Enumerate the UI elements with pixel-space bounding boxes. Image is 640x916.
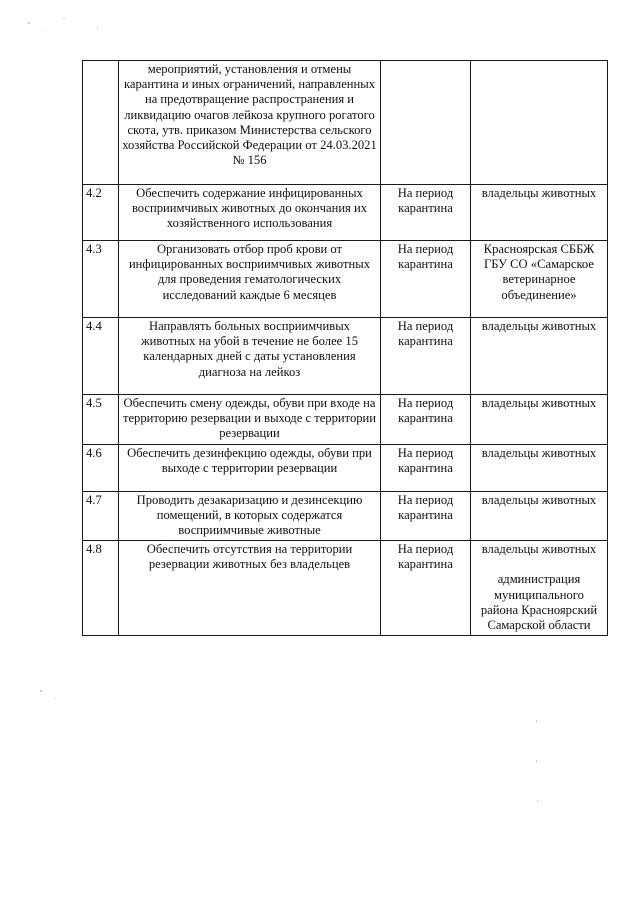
table-row [83,185,608,241]
row-number: 4.2 [83,185,119,241]
measure-text: Обеспечить дезинфекцию одежды, обуви при выходе с территории резервации [119,444,381,491]
table-row [83,444,608,491]
scan-speck [40,690,42,692]
responsible-line: владельцы животных [481,396,597,410]
term-text [381,61,471,185]
responsible-text [471,491,608,541]
responsible-text [471,395,608,445]
measure-text: Обеспечить смену одежды, обуви при входе на территорию резервации и выходе с территории резервации [119,395,381,445]
measure-text: мероприятий, установления и отмены карантина и иных ограничений, направленных на предотвращение распространения и ликвидацию очагов лейкоза крупного рогатого скота, утв. приказом Министерства сельского хозяйства Российской Федерации от 24.03.2021 № 156 [119,61,381,185]
row-number: 4.7 [83,491,119,541]
scan-speck [536,760,537,763]
measure-text: Организовать отбор проб крови от инфицированных восприимчивых животных для проведения гематологических исследований каждые 6 месяцев [119,241,381,318]
row-number: 4.8 [83,541,119,636]
responsible-text [471,185,608,241]
row-number [83,61,119,185]
scan-speck [44,30,45,31]
table-row [83,491,608,541]
term-text: На период карантина [381,241,471,318]
table-row [83,241,608,318]
term-text: На период карантина [381,318,471,395]
responsible-line: владельцы животных [481,319,597,333]
scan-speck [63,18,65,19]
measure-text: Обеспечить отсутствия на территории резервации животных без владельцев [119,541,381,636]
scan-speck [55,698,56,699]
measure-text: Проводить дезакаризацию и дезинсекцию помещений, в которых содержатся восприимчивые животные [119,491,381,541]
measures-table [82,60,608,636]
line-gap [474,557,604,572]
responsible-line: владельцы животных [481,492,597,507]
responsible-line: владельцы животных [481,186,597,200]
term-text: На период карантина [381,444,471,491]
table-row [83,61,608,185]
term-text: На период карантина [381,185,471,241]
term-text: На период карантина [381,541,471,636]
measure-text: Направлять больных восприимчивых животных на убой в течение не более 15 календарных дней с даты установления диагноза на лейкоз [119,318,381,395]
responsible-text [471,61,608,185]
responsible-text [471,318,608,395]
responsible-line: владельцы животных [481,542,597,557]
row-number: 4.4 [83,318,119,395]
responsible-text [471,241,608,318]
scan-speck [28,22,30,24]
responsible-line: Красноярская СББЖ ГБУ СО «Самарское ветеринарное объединение» [483,242,595,302]
responsible-line: администрация муниципального района Красноярский Самарской области [480,572,598,633]
table-row [83,541,608,636]
responsible-text [471,444,608,491]
table-row [83,318,608,395]
term-text: На период карантина [381,395,471,445]
row-number: 4.6 [83,444,119,491]
responsible-text [471,541,608,636]
scan-speck [537,800,538,802]
row-number: 4.3 [83,241,119,318]
scan-speck [97,27,98,29]
responsible-line: владельцы животных [481,445,597,460]
row-number: 4.5 [83,395,119,445]
measure-text: Обеспечить содержание инфицированных восприимчивых животных до окончания их хозяйственного использования [119,185,381,241]
scan-speck [536,720,537,723]
term-text: На период карантина [381,491,471,541]
table-row [83,395,608,445]
